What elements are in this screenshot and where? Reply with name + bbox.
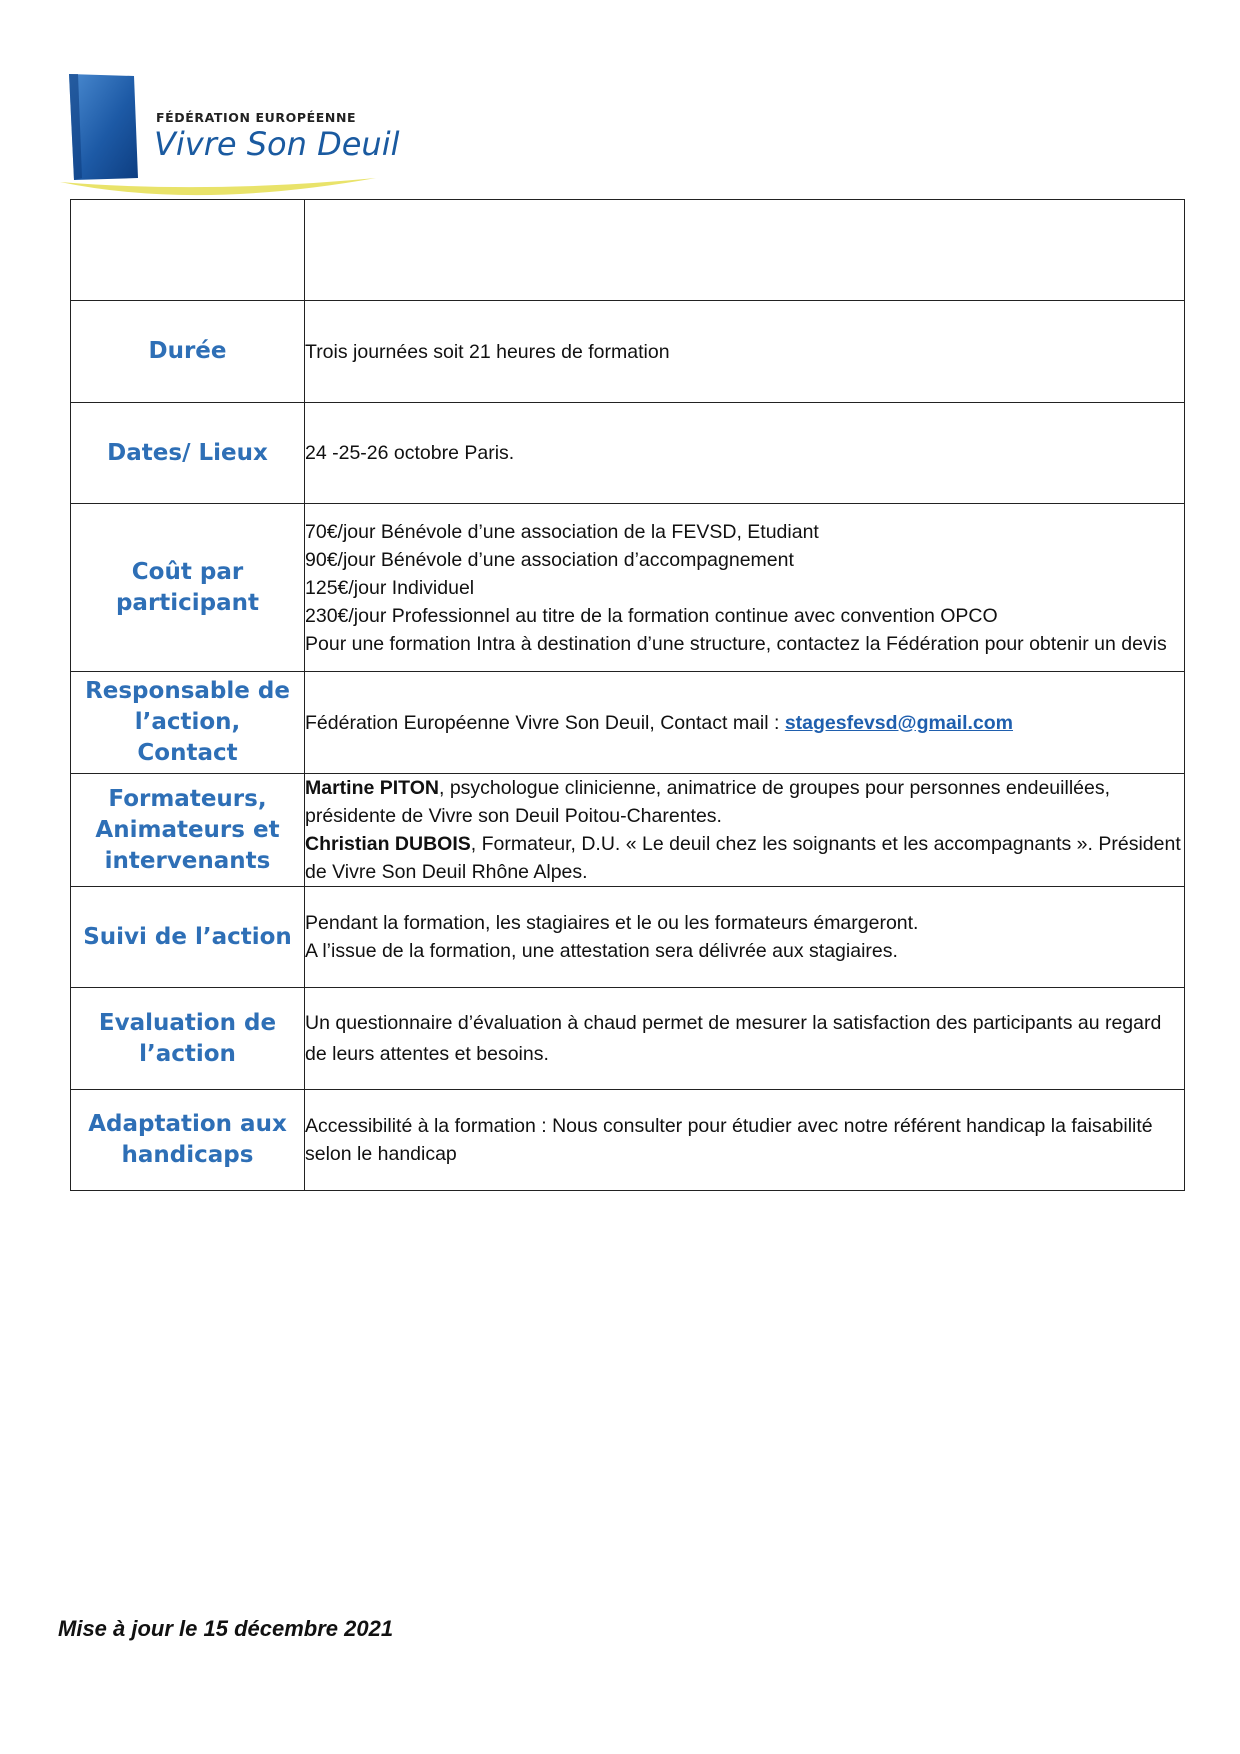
logo-line-1: FÉDÉRATION EUROPÉENNE [156, 110, 357, 125]
training-info-table [70, 199, 1185, 1191]
formateurs-label [71, 774, 305, 887]
suivi-line: Pendant la formation, les stagiaires et le ou les formateurs émargeront. [305, 912, 919, 934]
adaptation-label-line: Adaptation aux [88, 1111, 287, 1137]
responsable-label-line: Contact [137, 740, 238, 766]
adaptation-label-line: handicaps [121, 1142, 254, 1168]
evaluation-label-line: l’action [139, 1040, 236, 1067]
trainer-description: , Formateur, D.U. « Le deuil chez les soignants et les accompagnants ». Président de Vivre Son Deuil Rhône Alpes. [305, 833, 1181, 883]
responsable-label [71, 672, 305, 774]
trainer-name: Christian DUBOIS [305, 833, 471, 855]
responsable-label-line: l’action, [134, 709, 241, 735]
logo-line-2: Vivre Son Deuil [154, 125, 400, 163]
formateurs-label-line: Formateurs, [108, 785, 267, 812]
price-line: 230€/jour Professionnel au titre de la formation continue avec convention OPCO [305, 604, 998, 627]
suivi-label: Suivi de l’action [71, 887, 305, 988]
formateurs-value [305, 774, 1185, 887]
table-row [71, 887, 1185, 988]
trainer-description: , psychologue clinicienne, animatrice de groupes pour personnes endeuillées, présidente de Vivre son Deuil Poitou-Charentes. [305, 777, 1111, 827]
empty-label-cell [71, 200, 305, 301]
evaluation-label-line: Evaluation de [98, 1009, 277, 1036]
responsable-label-line: Responsable de [85, 678, 290, 704]
duree-label: Durée [71, 301, 305, 403]
table-row [71, 672, 1185, 774]
cout-label-line: participant [115, 589, 260, 616]
evaluation-label [71, 988, 305, 1090]
empty-value-cell [305, 200, 1185, 301]
table-row [71, 403, 1185, 504]
dates-value: 24 -25-26 octobre Paris. [305, 403, 1185, 504]
trainer-entry [305, 774, 1184, 830]
suivi-value [305, 887, 1185, 988]
evaluation-value: Un questionnaire d’évaluation à chaud permet de mesurer la satisfaction des participants au regard de leurs attentes et besoins. [305, 988, 1185, 1090]
table-row [71, 1090, 1185, 1191]
trainer-name: Martine PITON [305, 777, 439, 799]
table-row [71, 504, 1185, 672]
table-row [71, 200, 1185, 301]
formateurs-label-line: intervenants [104, 847, 271, 874]
cout-value [305, 504, 1185, 672]
cout-label [71, 504, 305, 672]
responsable-text: Fédération Européenne Vivre Son Deuil, Contact mail : [305, 711, 785, 734]
responsable-value [305, 672, 1185, 774]
formateurs-label-line: Animateurs et [95, 816, 280, 843]
table-row [71, 988, 1185, 1090]
contact-email-link[interactable]: stagesfevsd@gmail.com [784, 711, 1014, 734]
last-updated: Mise à jour le 15 décembre 2021 [58, 1616, 394, 1641]
federation-logo [56, 70, 400, 205]
intra-note: Pour une formation Intra à destination d’une structure, contactez la Fédération pour obtenir un devis [305, 632, 1167, 655]
price-line: 70€/jour Bénévole d’une association de la FEVSD, Etudiant [305, 520, 819, 543]
adaptation-label [71, 1090, 305, 1191]
duree-value: Trois journées soit 21 heures de formation [305, 301, 1185, 403]
price-line: 125€/jour Individuel [305, 576, 475, 599]
table-row [71, 774, 1185, 887]
dates-label: Dates/ Lieux [71, 403, 305, 504]
suivi-line: A l’issue de la formation, une attestation sera délivrée aux stagiaires. [305, 940, 898, 962]
price-line: 90€/jour Bénévole d’une association d’accompagnement [305, 548, 794, 571]
table-row [71, 301, 1185, 403]
adaptation-value: Accessibilité à la formation : Nous consulter pour étudier avec notre référent handicap la faisabilité selon le handicap [305, 1090, 1185, 1191]
cout-label-line: Coût par [131, 558, 244, 585]
trainer-entry [305, 830, 1184, 886]
